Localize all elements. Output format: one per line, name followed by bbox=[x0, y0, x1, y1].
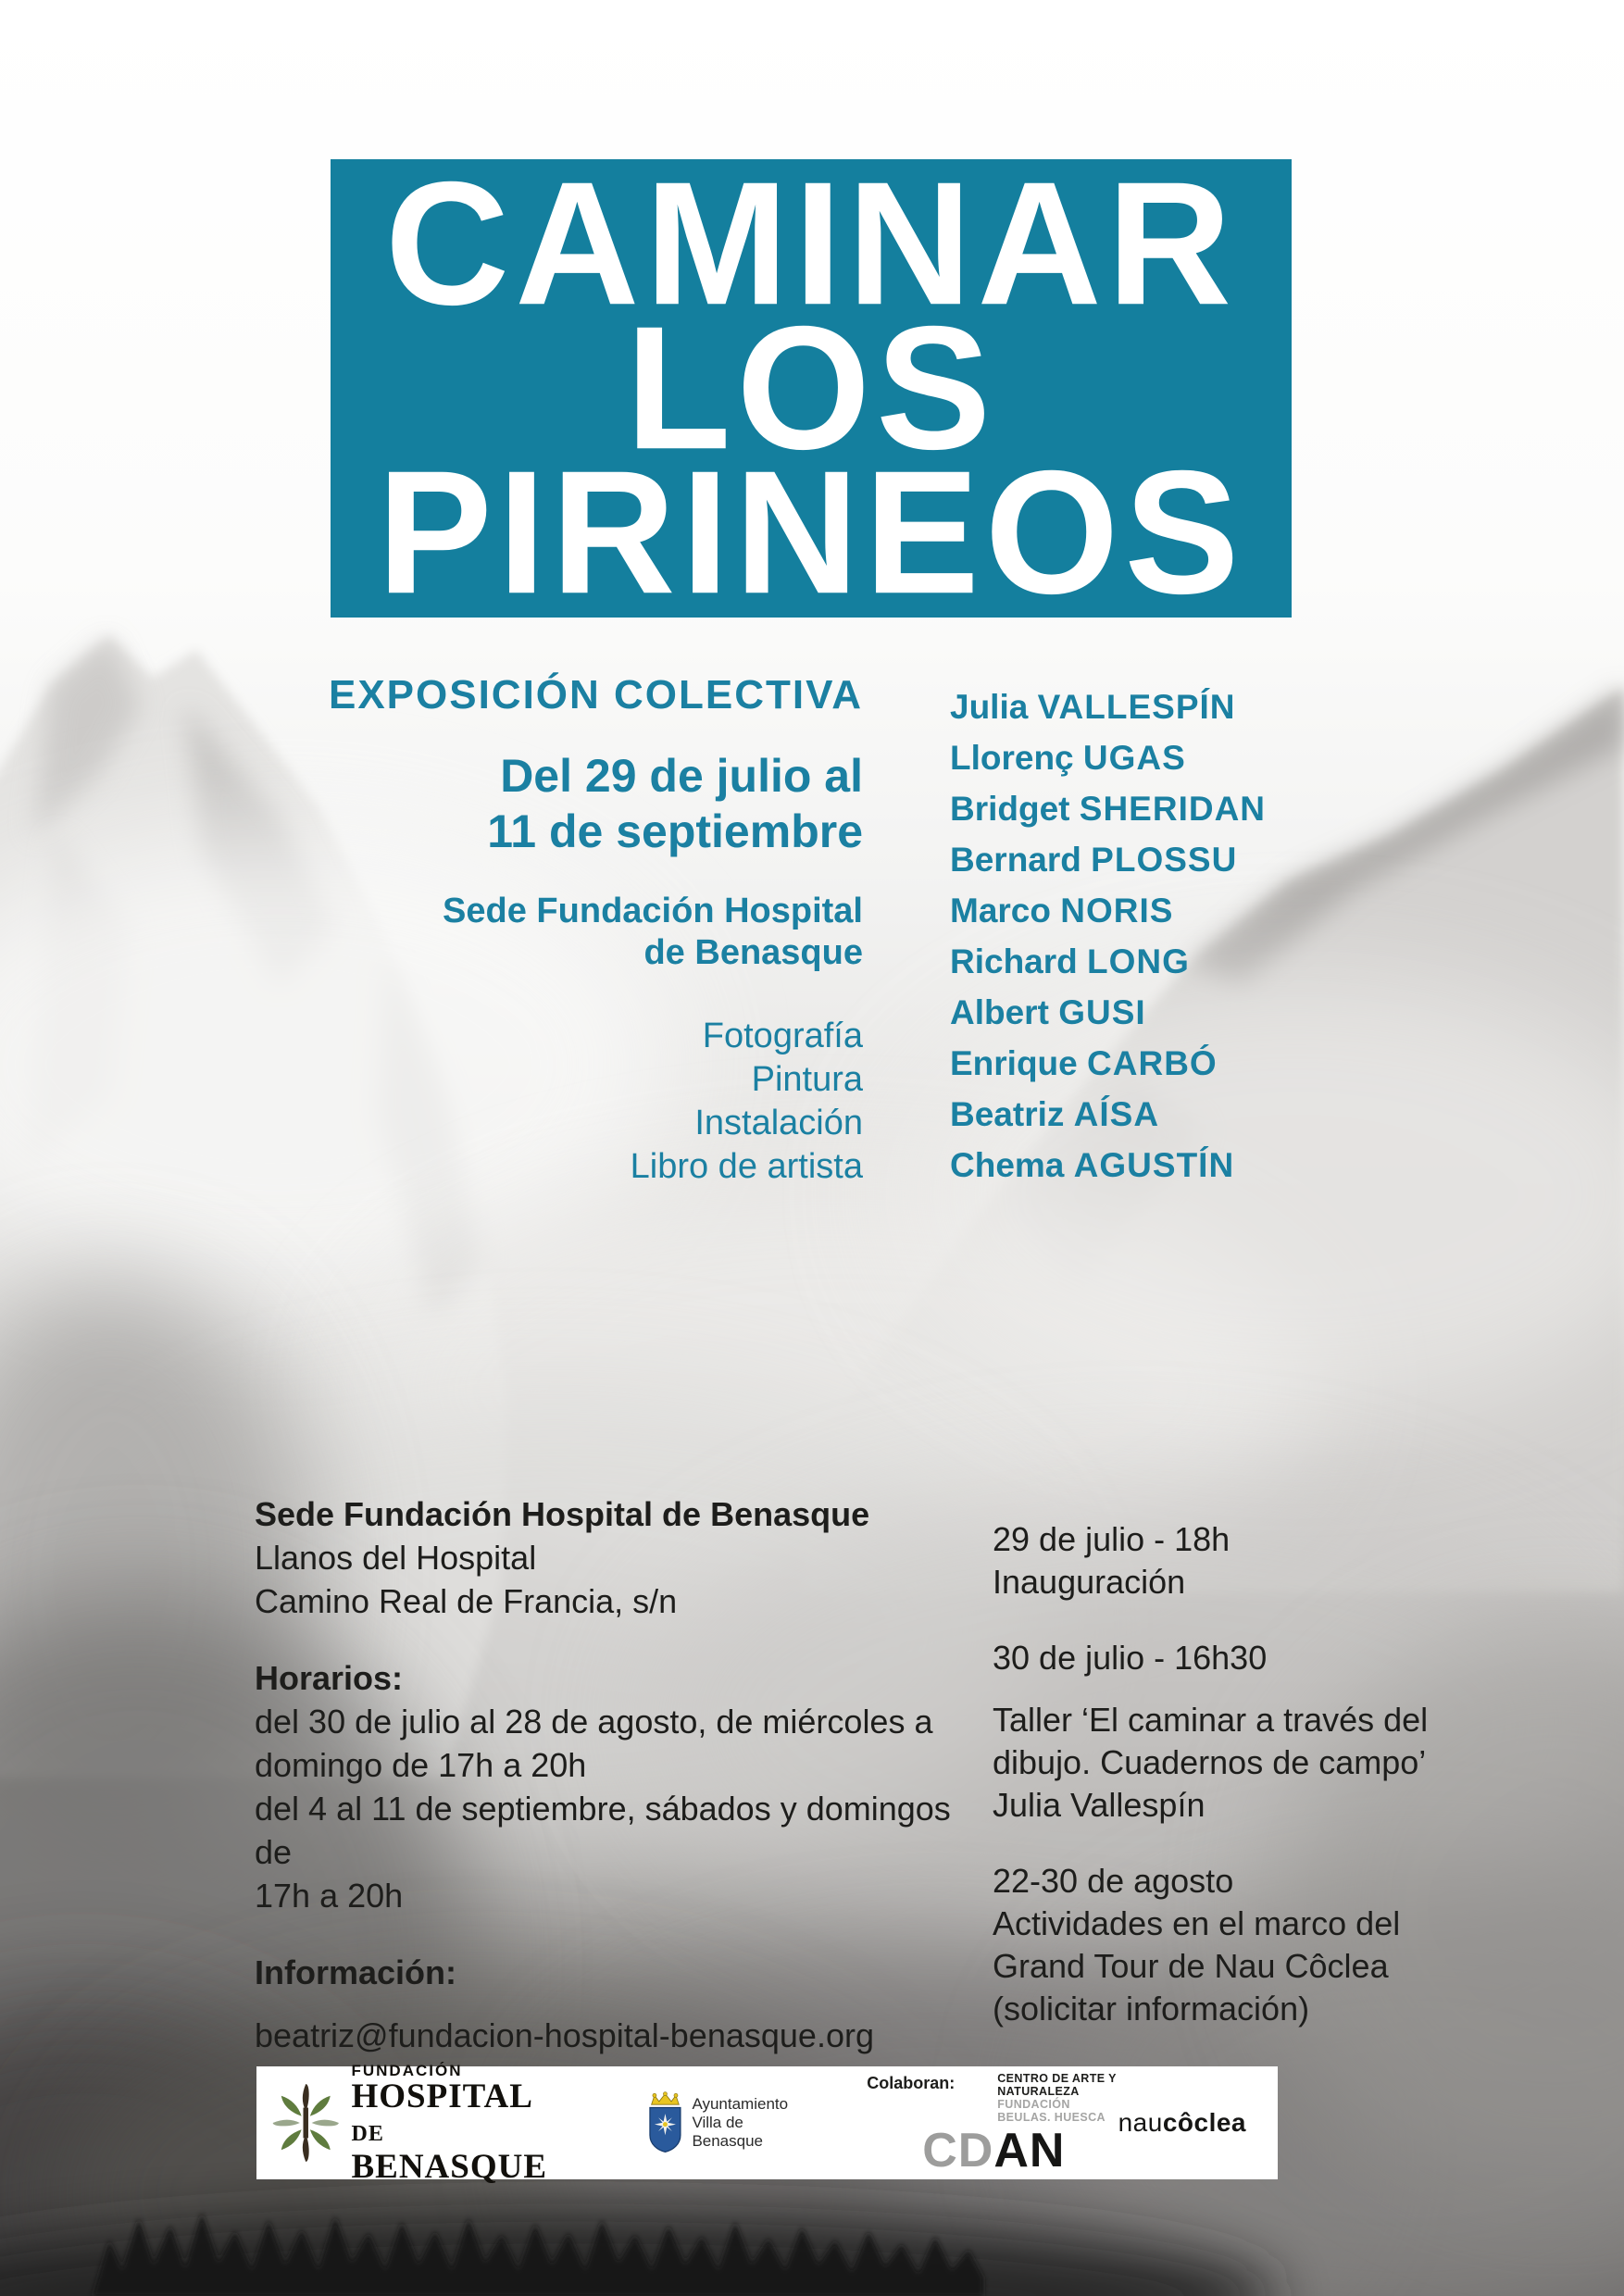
cdan-letters-black: AN bbox=[993, 2124, 1066, 2177]
artist-name: Beatriz AÍSA bbox=[950, 1095, 1160, 1133]
hours-line: 17h a 20h bbox=[255, 1877, 404, 1915]
exhibition-venue bbox=[278, 891, 863, 974]
ayuntamiento-label: Ayuntamiento bbox=[692, 2095, 789, 2113]
intro-column bbox=[278, 672, 863, 1189]
event-line: Julia Vallespín bbox=[993, 1786, 1206, 1824]
colaboran-label: Colaboran: bbox=[867, 2074, 956, 2092]
event-line: (solicitar información) bbox=[993, 1990, 1310, 2028]
fundacion-label: FUNDACIÓN bbox=[351, 2062, 463, 2079]
artist-name: Richard LONG bbox=[950, 942, 1190, 980]
event-item bbox=[993, 1518, 1511, 1603]
media-list bbox=[278, 1015, 863, 1189]
venue-line-1: Sede Fundación Hospital bbox=[443, 892, 863, 930]
cdan-letters-gray: CD bbox=[922, 2124, 994, 2177]
venue-address-line: Llanos del Hospital bbox=[255, 1539, 537, 1577]
hours-heading: Horarios: bbox=[255, 1659, 404, 1697]
event-line: Grand Tour de Nau Côclea bbox=[993, 1947, 1389, 1985]
artists-list bbox=[950, 681, 1468, 1191]
exposition-type: EXPOSICIÓN COLECTIVA bbox=[328, 672, 863, 718]
media-item: Fotografía bbox=[702, 1017, 863, 1055]
dates-line-2: 11 de septiembre bbox=[487, 805, 863, 857]
contact-email[interactable]: beatriz@fundacion-hospital-benasque.org bbox=[255, 2016, 874, 2054]
hours-line: del 30 de julio al 28 de agosto, de miércoles a bbox=[255, 1703, 933, 1741]
practical-info bbox=[255, 1492, 958, 2057]
benasque-label: BENASQUE bbox=[351, 2148, 548, 2186]
artist-name: Bernard PLOSSU bbox=[950, 841, 1238, 879]
title-line-1: CAMINAR bbox=[384, 145, 1238, 342]
media-item: Pintura bbox=[751, 1060, 863, 1099]
fundacion-hospital-wordmark bbox=[351, 2062, 554, 2184]
nau-label: nau bbox=[1118, 2108, 1163, 2137]
event-line: Inauguración bbox=[993, 1563, 1186, 1601]
hours-line: del 4 al 11 de septiembre, sábados y domingos de bbox=[255, 1790, 951, 1871]
sponsor-logo-strip bbox=[256, 2062, 1278, 2186]
ayuntamiento-benasque-logo bbox=[645, 2084, 797, 2162]
media-item: Libro de artista bbox=[630, 1147, 863, 1186]
artist-name: Bridget SHERIDAN bbox=[950, 790, 1267, 828]
colaboran-block bbox=[867, 2072, 1118, 2177]
hospital-de-label: HOSPITAL DE bbox=[351, 2078, 531, 2146]
venue-line-2: de Benasque bbox=[643, 933, 863, 972]
event-date: 22-30 de agosto bbox=[993, 1862, 1234, 1900]
nau-coclea-logo bbox=[1118, 2108, 1246, 2138]
event-item bbox=[993, 1860, 1511, 2030]
artist-name: Chema AGUSTÍN bbox=[950, 1146, 1235, 1184]
info-heading: Información: bbox=[255, 1953, 457, 1991]
event-line: Taller ‘El caminar a través del bbox=[993, 1701, 1429, 1739]
event-line: Actividades en el marco del bbox=[993, 1904, 1401, 1942]
artist-name: Llorenç UGAS bbox=[950, 739, 1186, 777]
ayuntamiento-crest-icon bbox=[645, 2084, 685, 2162]
title-line-2: LOS bbox=[625, 290, 997, 486]
fundacion-hospital-cross-icon bbox=[269, 2078, 342, 2167]
event-date: 29 de julio - 18h bbox=[993, 1520, 1230, 1558]
cdan-logo bbox=[922, 2124, 1066, 2177]
title-block bbox=[331, 145, 1292, 630]
fundacion-hospital-benasque-logo bbox=[269, 2062, 555, 2184]
artist-name: Marco NORIS bbox=[950, 892, 1174, 930]
artist-name: Albert GUSI bbox=[950, 993, 1146, 1031]
title-line-3: PIRINEOS bbox=[377, 434, 1245, 630]
venue-address-heading: Sede Fundación Hospital de Benasque bbox=[255, 1495, 870, 1533]
events-list bbox=[993, 1518, 1511, 2030]
venue-address-line: Camino Real de Francia, s/n bbox=[255, 1582, 678, 1620]
hours-line: domingo de 17h a 20h bbox=[255, 1746, 587, 1784]
dates-line-1: Del 29 de julio al bbox=[500, 750, 863, 802]
artist-name: Enrique CARBÓ bbox=[950, 1044, 1218, 1082]
villa-de-benasque-label: Villa de Benasque bbox=[692, 2114, 764, 2150]
coclea-label: côclea bbox=[1162, 2108, 1246, 2137]
event-date: 30 de julio - 16h30 bbox=[993, 1639, 1268, 1677]
cdan-caption-line1: CENTRO DE ARTE Y NATURALEZA bbox=[997, 2072, 1117, 2098]
ayuntamiento-wordmark bbox=[692, 2095, 796, 2151]
event-line: dibujo. Cuadernos de campo’ bbox=[993, 1743, 1427, 1781]
event-item bbox=[993, 1637, 1511, 1827]
exhibition-dates bbox=[278, 748, 863, 859]
cdan-caption bbox=[997, 2072, 1118, 2124]
cdan-caption-line2: FUNDACIÓN BEULAS. HUESCA bbox=[997, 2098, 1106, 2124]
artist-name: Julia VALLESPÍN bbox=[950, 688, 1236, 726]
media-item: Instalación bbox=[694, 1104, 863, 1142]
